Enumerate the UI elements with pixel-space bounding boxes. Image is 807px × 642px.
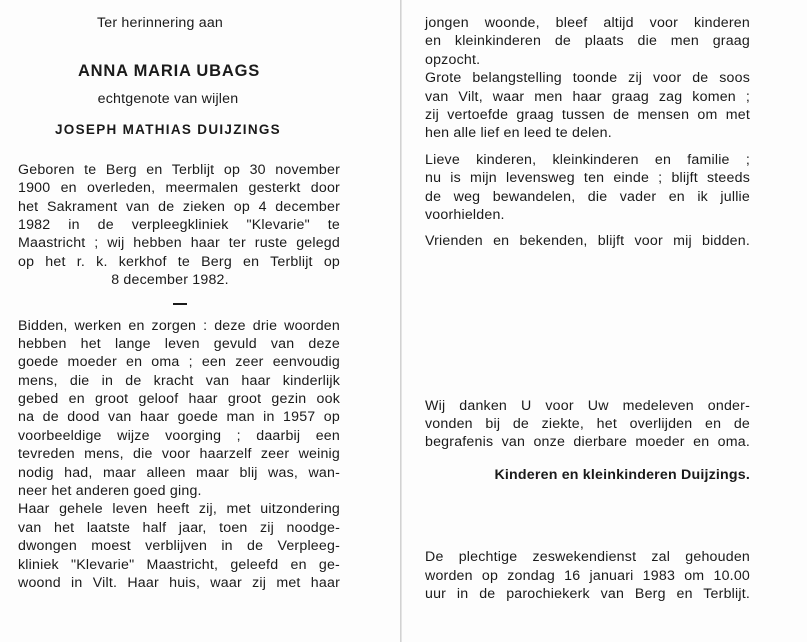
text-line: Maastricht ; wij hebben haar ter ruste gelegd <box>18 235 340 252</box>
text-line: voorhielden. <box>425 206 505 223</box>
text-line: de weg bewandelen, die vader en ik jullie <box>425 188 750 205</box>
text-line: voorbeeldige wijze voorging ; daarbij een <box>18 427 340 444</box>
text-line: Haar gehele leven heeft zij, met uitzondering <box>18 501 340 518</box>
text-line: nu is mijn levensweg ten einde ; blijft steeds <box>425 170 750 187</box>
text-line: goede moeder en oma ; een zeer eenvoudig <box>18 354 340 371</box>
family-paragraph <box>425 151 750 225</box>
spouse-name: JOSEPH MATHIAS DUIJZINGS <box>55 121 281 137</box>
friends-line: Vrienden en bekenden, blijft voor mij bidden. <box>425 233 750 250</box>
text-line: 1900 en overleden, meermalen gesterkt door <box>18 180 340 197</box>
text-line: opzocht. <box>425 51 481 68</box>
card-fold <box>400 0 402 642</box>
text-line: 8 december 1982. <box>111 272 229 289</box>
text-line: van Vilt, waar men haar graag zag komen ; <box>425 88 750 105</box>
text-line: De plechtige zeswekendienst zal gehouden <box>425 549 750 566</box>
body-paragraph <box>18 317 340 593</box>
separator-dash <box>173 303 187 305</box>
text-line: en kleinkinderen de plaats die men graag <box>425 33 750 50</box>
text-line: Grote belangstelling toonde zij voor de soos <box>425 70 750 87</box>
text-line: gebed en groot geloof haar groot gezin ook <box>18 391 340 408</box>
text-line: vonden bij de ziekte, het overlijden en de <box>425 416 750 433</box>
text-line: nodig had, maar alleen maar blij was, wan- <box>18 464 340 481</box>
text-line: worden op zondag 16 januari 1983 om 10.00 <box>425 567 750 584</box>
text-line: Lieve kinderen, kleinkinderen en familie ; <box>425 151 750 168</box>
family-signature: Kinderen en kleinkinderen Duijzings. <box>494 466 750 483</box>
text-line: tevreden mens, die voor haarzelf zeer weinig <box>18 446 340 463</box>
text-line: woond in Vilt. Haar huis, waar zij met haar <box>18 574 340 591</box>
text-line: op het r. k. kerkhof te Berg en Terblijt op <box>18 253 340 270</box>
text-line: dwongen moest verblijven in de Verpleeg- <box>18 538 340 555</box>
service-paragraph <box>425 548 750 603</box>
birth-paragraph <box>18 161 340 290</box>
text-line: Wij danken U voor Uw medeleven onder- <box>425 397 750 414</box>
intro-text: Ter herinnering aan <box>96 15 224 31</box>
text-line: kliniek "Klevarie" Maastricht, geleefd en ge- <box>18 556 340 573</box>
relation-text: echtgenote van wijlen <box>97 91 239 108</box>
text-line: mens, die in de kracht van haar kinderlijk <box>18 372 340 389</box>
soos-paragraph <box>425 69 750 143</box>
text-line: na de dood van haar goede man in 1957 op <box>18 409 340 426</box>
left-panel <box>18 14 340 592</box>
continuation-paragraph <box>425 14 750 69</box>
text-line: Geboren te Berg en Terblijt op 30 november <box>18 161 340 178</box>
text-line: neer het anderen goed ging. <box>18 483 202 500</box>
text-line: jongen woonde, bleef altijd voor kinderen <box>425 15 750 31</box>
text-line: Bidden, werken en zorgen : deze drie woorden <box>18 317 340 334</box>
text-line: zij vertoefde graag tussen de mensen om met <box>425 106 750 123</box>
text-line: van het laatste half jaar, toen zij noodge- <box>18 519 340 536</box>
text-line: het Sakrament van de zieken op 4 december <box>18 198 340 215</box>
text-line: 1982 in de verpleegkliniek "Klevarie" te <box>18 216 340 233</box>
deceased-name: ANNA MARIA UBAGS <box>77 62 261 81</box>
text-line: uur in de parochiekerk van Berg en Terblijt. <box>425 586 750 603</box>
text-line: hen alle lief en leed te delen. <box>425 125 612 142</box>
text-line: begrafenis van onze dierbare moeder en oma. <box>425 434 750 451</box>
text-line: hebben het lange leven gevuld van deze <box>18 335 340 352</box>
thanks-paragraph <box>425 397 750 452</box>
right-panel <box>425 14 750 603</box>
